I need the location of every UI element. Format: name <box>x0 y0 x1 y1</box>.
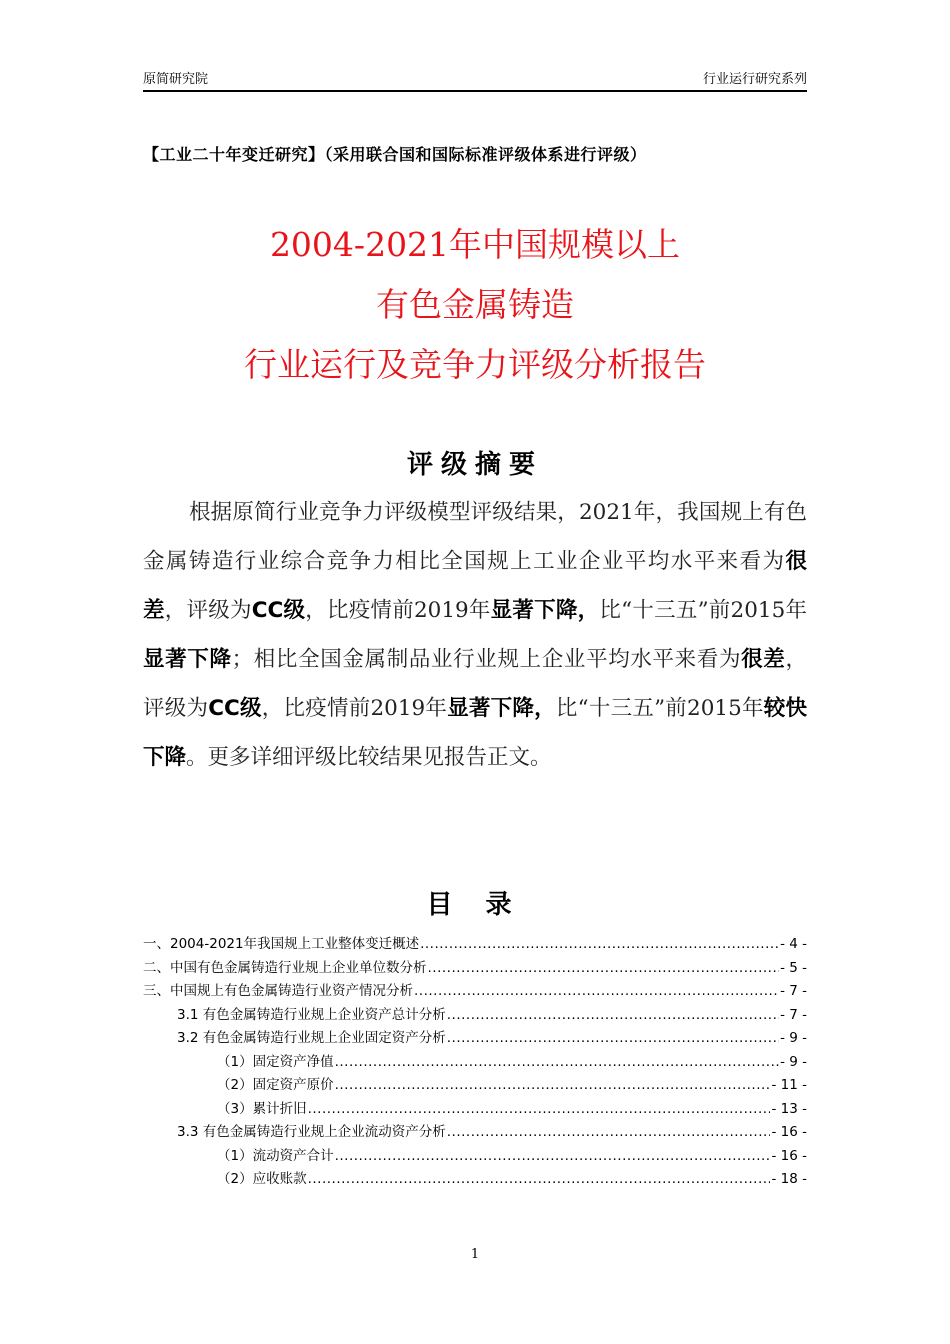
toc-leader-dots <box>308 1101 771 1117</box>
toc-entry[interactable] <box>143 1097 807 1121</box>
page-header <box>143 66 807 92</box>
header-series-name: 行业运行研究系列 <box>702 72 807 87</box>
toc-entry-page: - 11 - <box>771 1077 807 1093</box>
toc-entry[interactable] <box>143 1073 807 1097</box>
summary-text: ；相比全国金属制品业行业规上企业平均水平来看为 <box>231 647 742 672</box>
title-line-2: 有色金属铸造 <box>376 285 574 324</box>
summary-text: 。更多详细评级比较结果见报告正文。 <box>186 745 552 770</box>
summary-emphasis: CC级 <box>208 696 262 721</box>
toc-leader-dots <box>447 1007 779 1023</box>
toc-entry-label: 3.2 有色金属铸造行业规上企业固定资产分析 <box>177 1030 446 1046</box>
summary-emphasis: 显著下降 <box>143 647 232 672</box>
summary-emphasis: 很差 <box>741 647 786 672</box>
toc-entry-label: 一、2004-2021年我国规上工业整体变迁概述 <box>143 936 420 952</box>
toc-entry[interactable] <box>143 1003 807 1027</box>
summary-heading: 评级摘要 <box>406 450 543 480</box>
summary-text: ，比疫情前2019年 <box>305 598 491 623</box>
toc-entry-page: - 5 - <box>780 959 807 976</box>
summary-emphasis: 较快下降 <box>143 696 807 770</box>
toc-entry-page: - 16 - <box>771 1124 807 1140</box>
summary-text: ，比疫情前2019年 <box>261 696 448 721</box>
summary-emphasis: 很差 <box>143 549 807 623</box>
summary-text: ，评级为 <box>143 647 807 721</box>
toc-entry-label: （2）应收账款 <box>217 1171 307 1187</box>
toc-entry-page: - 9 - <box>780 1030 807 1046</box>
toc-entry-page: - 13 - <box>771 1100 807 1117</box>
toc-entry-page: - 4 - <box>780 936 807 952</box>
summary-text: 比“十三五”前2015年 <box>599 598 807 623</box>
toc-leader-dots <box>447 1124 771 1140</box>
toc-entry-label: 3.1 有色金属铸造行业规上企业资产总计分析 <box>177 1006 446 1023</box>
toc-entry[interactable] <box>143 979 807 1003</box>
toc-entry-label: （1）固定资产净值 <box>217 1053 334 1070</box>
toc-entry-page: - 9 - <box>780 1053 807 1070</box>
toc-entry-page: - 18 - <box>771 1171 807 1187</box>
toc-entry-label: 三、中国规上有色金属铸造行业资产情况分析 <box>143 983 413 999</box>
toc-leader-dots <box>447 1030 779 1046</box>
toc-entry-label: 3.3 有色金属铸造行业规上企业流动资产分析 <box>177 1124 446 1140</box>
toc-leader-dots <box>414 983 779 999</box>
toc-entry[interactable] <box>143 1167 807 1191</box>
toc-entry[interactable] <box>143 932 807 956</box>
report-subtitle: 【工业二十年变迁研究】（采用联合国和国际标准评级体系进行评级） <box>143 145 647 164</box>
toc-entry[interactable] <box>143 956 807 980</box>
toc-entry-label: （1）流动资产合计 <box>217 1147 334 1164</box>
toc-heading: 目 录 <box>426 890 524 920</box>
toc-entry-page: - 16 - <box>771 1147 807 1164</box>
summary-text: ，评级为 <box>164 598 252 623</box>
summary-text: 比“十三五”前2015年 <box>555 696 764 721</box>
title-line-3: 行业运行及竞争力评级分析报告 <box>244 345 706 384</box>
summary-text: 根据原简行业竞争力评级模型评级结果，2021年，我国规上有色金属铸造行业综合竞争力相比全国规上工业企业平均水平来看为 <box>143 500 807 574</box>
summary-emphasis: 显著下降， <box>490 598 600 623</box>
header-org-name: 原简研究院 <box>143 72 209 87</box>
toc-leader-dots <box>428 960 780 976</box>
page-number: 1 <box>470 1247 480 1262</box>
toc-entry[interactable] <box>143 1144 807 1168</box>
toc-entry-page: - 7 - <box>780 1006 807 1023</box>
toc-leader-dots <box>335 1077 771 1093</box>
title-line-1: 2004-2021年中国规模以上 <box>269 225 681 264</box>
toc-entry-label: （2）固定资产原价 <box>217 1077 334 1093</box>
toc-entry[interactable] <box>143 1026 807 1050</box>
toc-leader-dots <box>335 1054 779 1070</box>
toc-entry[interactable] <box>143 1050 807 1074</box>
summary-emphasis: CC级 <box>251 598 306 623</box>
toc-entry-label: 二、中国有色金属铸造行业规上企业单位数分析 <box>143 959 427 976</box>
table-of-contents <box>143 932 807 1191</box>
toc-leader-dots <box>335 1148 771 1164</box>
toc-leader-dots <box>308 1171 771 1187</box>
toc-entry[interactable] <box>143 1120 807 1144</box>
toc-entry-label: （3）累计折旧 <box>217 1100 307 1117</box>
toc-entry-page: - 7 - <box>780 983 807 999</box>
summary-paragraph <box>143 488 807 782</box>
summary-emphasis: 显著下降， <box>447 696 556 721</box>
report-title <box>143 215 807 395</box>
toc-leader-dots <box>420 936 779 952</box>
